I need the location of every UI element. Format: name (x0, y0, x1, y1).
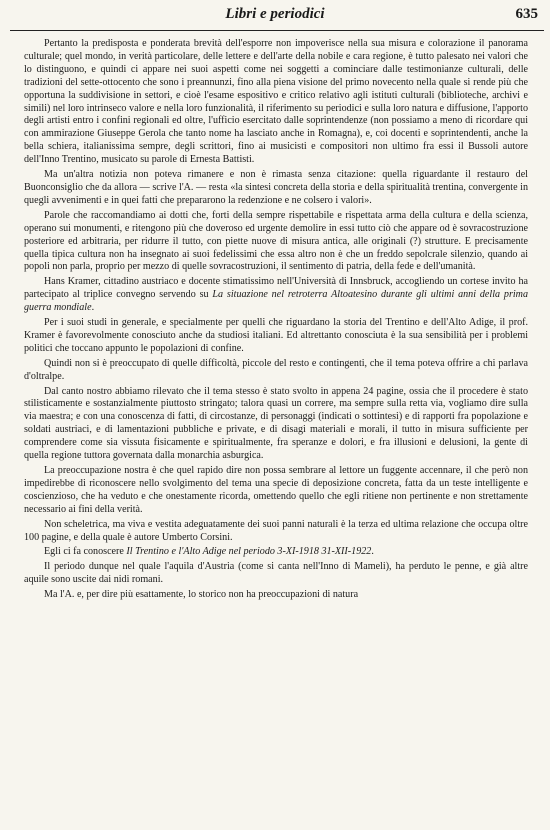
paragraph: Quindi non si è preoccupato di quelle difficoltà, piccole del resto e contingenti, che il tema poteva offrire a chi parlava d'oltralpe. (24, 357, 528, 382)
book-title: Il Trentino e l'Alto Adige nel periodo 3-XI-1918 31-XII-1922 (126, 546, 372, 558)
page-number: 635 (515, 6, 538, 22)
paragraph: La preoccupazione nostra è che quel rapido dire non possa sembrare al lettore un fuggente accennare, il che però non impedirebbe di riconoscere nello svolgimento del tema una specie di deposizione concreta, fatta da un teste intelligente e coscienzioso, che ha veduto e che onestamente ricorda, omettendo quello che egli ritiene non pertinente e non strettamente necessario ai fini della verità. (24, 465, 528, 515)
paragraph-text: Hans Kramer, cittadino austriaco e docente stimatissimo nell'Università di Innsbruck, accogliendo un cortese invito ha partecipato al triplice convegno servendo su (24, 276, 528, 301)
paragraph: Il periodo dunque nel quale l'aquila d'Austria (come si canta nell'Inno di Mameli), ha perduto le penne, e già altre aquile sono uscite dai nidi romani. (24, 561, 528, 586)
paragraph: Per i suoi studi in generale, e specialmente per quelli che riguardano la storia del Trentino e dell'Alto Adige, il prof. Kramer è favorevolmente conosciuto anche da studiosi italiani. Ed altrettanto conosciuta è la sua sensibilità per i problemi politici che toccano appunto le popolazioni di confine. (24, 317, 528, 354)
header-rule (10, 30, 544, 31)
paragraph-text: . (91, 302, 95, 314)
paragraph: Parole che raccomandiamo ai dotti che, forti della sempre rispettabile e rispettata arma della cultura e della scienza, operano sui monumenti, e ritengono più che doveroso ed urgente demolire in essi tutto ciò che appare od è sovracostruzione posteriore ed arbitraria, per ridurre il tutto, con piette nuove di misura antica, alle originali (?) strutture. E precisamente quella tipica cultura non ha insegnato ai suoi fedelissimi che essa altro non è che un freddo sepolcrale silenzio, quando ai popoli non parla, proprio per mezzo di quelle sovracostruzioni, il sentimento di patria, della fede e dell'umanità. (24, 209, 528, 273)
paragraph (24, 546, 528, 559)
book-title: La situazione nel retroterra Altoatesino durante gli ultimi anni della prima guerra mondiale (24, 289, 529, 314)
paragraph-text: . (371, 546, 374, 558)
paragraph: Pertanto la predisposta e ponderata brevità dell'esporre non impoverisce nella sua misura e colorazione il panorama culturale; quel mondo, in verità particolare, delle lettere e dell'arte della nobile e cara regione, è tutto palesato nei valori che lo distinguono, e quindi ci appare nei suoi aspetti come nei soggetti a cominciare dalle testimonianze culturali, delle tradizioni del sette-ottocento che sono i preannunzi, fino alla piena visione del primo novecento nella quale si rende più che opportuna la suddivisione in settori, e cioè l'esame espositivo e critico relativo agli istituti culturali (biblioteche, archivi e simili) nel loro intrinseco valore e nella loro funzionalità, il riferimento su periodici e sulla loro natura e diffusione, l'apporto degli artisti entro i confini regionali ed oltre, l'ufficio esercitato dalle soprintendenze (non possiamo a meno di ricordare qui con ammirazione Giuseppe Gerola che tanto nome ha lasciato anche in Romagna), e, coi docenti e soprintendenti, anche la bella schiera, italianissima sempre, degli scrittori, fino ai musicisti e compositori non ultimo fra essi il Bussoli autore dell'Inno Trentino, musicato su parole di Ernesta Battisti. (24, 38, 528, 166)
paragraph-text: Egli ci fa conoscere (44, 546, 127, 558)
paragraph: Non scheletrica, ma viva e vestita adeguatamente dei suoi panni naturali è la terza ed ultima relazione che occupa oltre 100 pagine, e della quale è autore Umberto Corsini. (24, 518, 528, 543)
paragraph: Ma un'altra notizia non poteva rimanere e non è rimasta senza citazione: quella riguardante il restauro del Buonconsiglio che da allora — scrive l'A. — resta «la sintesi concreta della storia e della spiritualità trentina, convergente in quegli avvenimenti e in quei fatti che prepararono la redenzione e ne colsero i valori». (24, 169, 528, 206)
paragraph: Dal canto nostro abbiamo rilevato che il tema stesso è stato svolto in appena 24 pagine, ossia che il procedere è stato stilisticamente e sostanzialmente piuttosto stringato; talora quasi un correre, ma sempre sulla retta via, vogliamo dire sulla via maestra; e con una conoscenza di fatti, di circostanze, di personaggi (indicati o sottintesi) e di rapporti fra popolazione e soldati austriaci, e di lamentazioni pubbliche e private, e di disagi materiali e morali, il tutto in misura sufficiente per comprendere come sia vissuta fisicamente e spiritualmente, fra speranze e dolori, e fra illusioni e delusioni, la gente di quella regione tuttora governata dalla monarchia asburgica. (24, 385, 528, 462)
paragraph: Ma l'A. e, per dire più esattamente, lo storico non ha preoccupazioni di natura (44, 589, 359, 601)
running-title: Libri e periodici (225, 6, 325, 22)
paragraph (24, 276, 528, 315)
page-header (0, 4, 550, 30)
article-body (24, 38, 528, 604)
